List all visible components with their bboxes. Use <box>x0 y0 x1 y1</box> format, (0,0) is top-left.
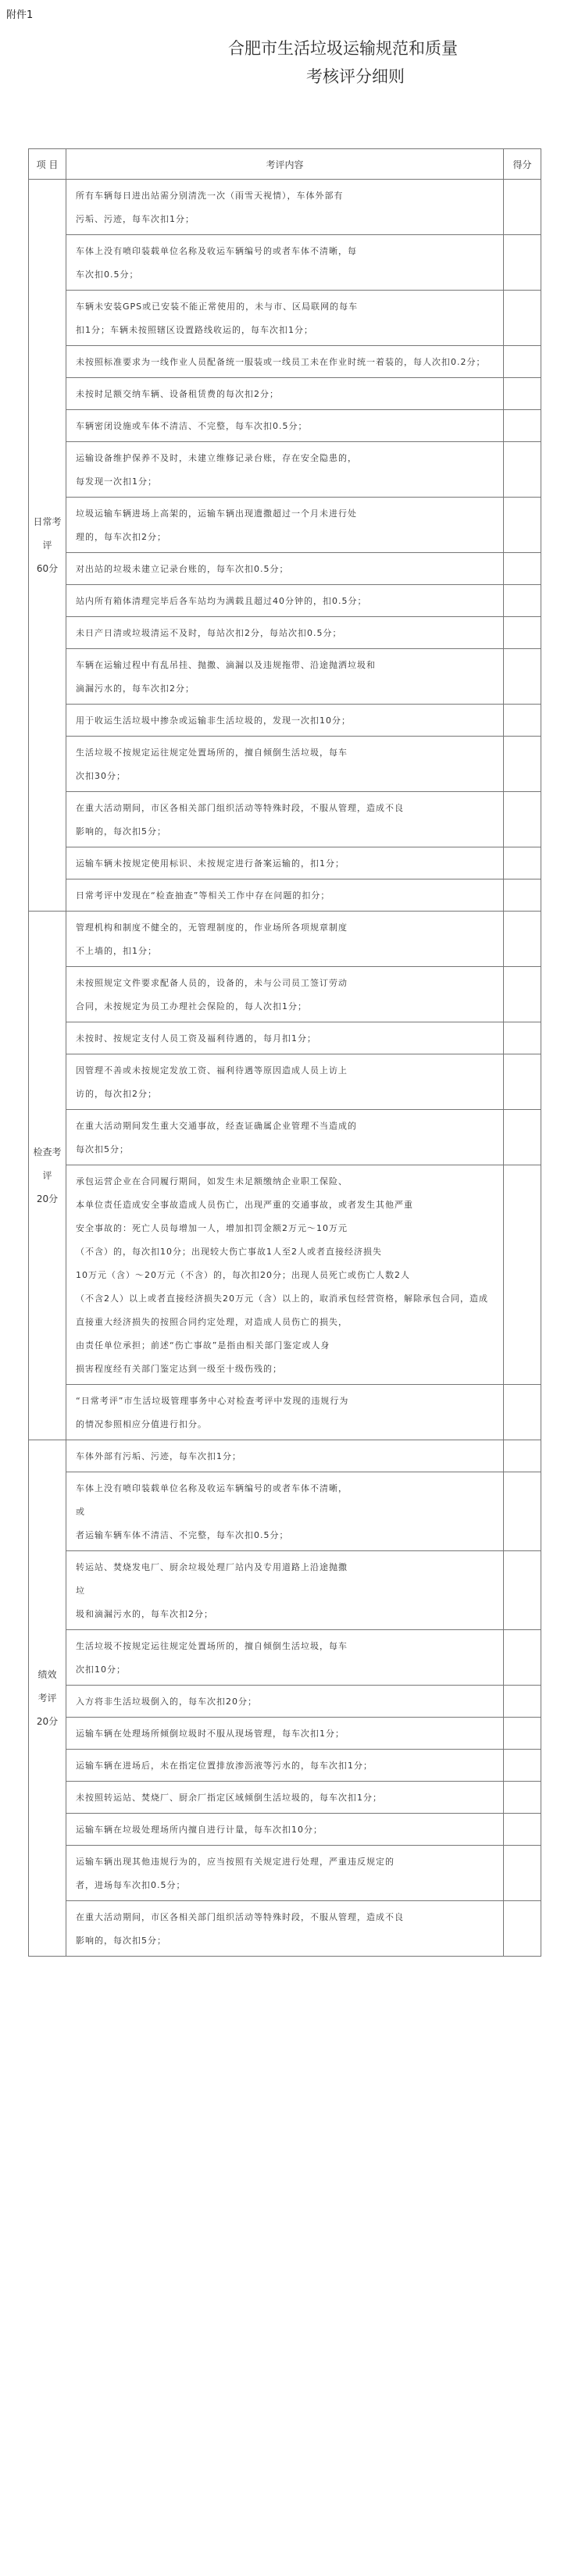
criteria-cell <box>66 1472 504 1551</box>
criteria-text-line: 影响的，每次扣5分； <box>76 1936 166 1946</box>
criteria-cell <box>66 1110 504 1165</box>
score-cell[interactable] <box>504 705 541 737</box>
criteria-text-line: 每发现一次扣1分； <box>76 476 157 487</box>
table-row <box>29 847 541 879</box>
criteria-text-line: 车次扣0.5分； <box>76 269 139 280</box>
score-cell[interactable] <box>504 346 541 378</box>
table-row <box>29 737 541 792</box>
column-header-project: 项 目 <box>29 149 66 180</box>
criteria-text-line: 未按时足额交纳车辆、设备租赁费的每次扣2分； <box>76 389 279 399</box>
table-row <box>29 1686 541 1718</box>
criteria-text-line: 站内所有箱体清理完毕后各车站均为满载且超过40分钟的，扣0.5分； <box>76 596 367 606</box>
criteria-text-line: 运输车辆在进场后，未在指定位置排放渗沥液等污水的，每车次扣1分； <box>76 1761 373 1771</box>
criteria-cell <box>66 1551 504 1630</box>
table-row <box>29 346 541 378</box>
criteria-cell <box>66 585 504 617</box>
criteria-cell <box>66 1022 504 1054</box>
criteria-text-line: 每次扣5分； <box>76 1144 129 1154</box>
score-cell[interactable] <box>504 1022 541 1054</box>
score-cell[interactable] <box>504 410 541 442</box>
criteria-cell <box>66 705 504 737</box>
criteria-text-line: 所有车辆每日进出站需分别清洗一次（雨雪天视情），车体外部有 <box>76 191 344 201</box>
criteria-text-line: 次扣30分； <box>76 771 126 781</box>
score-cell[interactable] <box>504 585 541 617</box>
criteria-cell <box>66 1846 504 1901</box>
criteria-cell <box>66 1054 504 1110</box>
table-body <box>29 180 541 1957</box>
score-cell[interactable] <box>504 291 541 346</box>
table-row <box>29 1022 541 1054</box>
table-row <box>29 649 541 705</box>
score-cell[interactable] <box>504 1782 541 1814</box>
score-cell[interactable] <box>504 498 541 553</box>
table-row <box>29 235 541 291</box>
criteria-text-line: 承包运营企业在合同履行期间，如发生未足额缴纳企业职工保险、 <box>76 1176 348 1186</box>
table-row <box>29 705 541 737</box>
criteria-cell <box>66 442 504 498</box>
table-row <box>29 1630 541 1686</box>
criteria-text-line: 的情况参照相应分值进行扣分。 <box>76 1419 207 1429</box>
table-row <box>29 180 541 235</box>
criteria-text-line: 运输车辆未按规定使用标识、未按规定进行备案运输的，扣1分； <box>76 858 344 869</box>
criteria-text-line: 合同，未按规定为员工办理社会保险的，每人次扣1分； <box>76 1001 307 1011</box>
score-cell[interactable] <box>504 737 541 792</box>
score-cell[interactable] <box>504 1750 541 1782</box>
criteria-cell <box>66 378 504 410</box>
criteria-cell <box>66 1782 504 1814</box>
criteria-text-line: 圾和滴漏污水的，每车次扣2分； <box>76 1609 213 1619</box>
criteria-cell <box>66 180 504 235</box>
score-cell[interactable] <box>504 442 541 498</box>
criteria-text-line: 未日产日清或垃圾清运不及时，每站次扣2分，每站次扣0.5分； <box>76 628 342 638</box>
criteria-text-line: 滴漏污水的，每车次扣2分； <box>76 683 195 694</box>
criteria-text-line: （不含2人）以上或者直接经济损失20万元（含）以上的，取消承包经营资格，解除承包合同，造成 <box>76 1293 488 1304</box>
document-title-line-1: 合肥市生活垃圾运输规范和质量 <box>228 39 458 58</box>
criteria-text-line: 安全事故的：死亡人员每增加一人，增加扣罚金额2万元～10万元 <box>76 1223 348 1233</box>
table-row <box>29 1750 541 1782</box>
table-row <box>29 1440 541 1472</box>
criteria-text-line: 运输车辆在垃圾处理场所内擅自进行计量，每车次扣10分； <box>76 1825 323 1835</box>
criteria-text-line: 者，进场每车次扣0.5分； <box>76 1880 186 1890</box>
table-row <box>29 291 541 346</box>
criteria-cell <box>66 649 504 705</box>
score-cell[interactable] <box>504 1686 541 1718</box>
criteria-text-line: 由责任单位承担；前述“伤亡事故”是指由相关部门鉴定或人身 <box>76 1340 330 1350</box>
table-row <box>29 410 541 442</box>
criteria-text-line: 运输车辆出现其他违规行为的，应当按照有关规定进行处理，严重违反规定的 <box>76 1857 394 1867</box>
score-cell[interactable] <box>504 1110 541 1165</box>
document-title-line-2: 考核评分细则 <box>306 67 405 86</box>
table-row <box>29 442 541 498</box>
criteria-text-line: 10万元（含）～20万元（不含）的，每次扣20分；出现人员死亡或伤亡人数2人 <box>76 1270 410 1280</box>
category-label-line: 评 <box>42 540 52 551</box>
criteria-text-line: 在重大活动期间，市区各相关部门组织活动等特殊时段，不服从管理，造成不良 <box>76 803 404 813</box>
score-cell[interactable] <box>504 617 541 649</box>
criteria-cell <box>66 553 504 585</box>
criteria-text-line: 对出站的垃圾未建立记录台账的，每车次扣0.5分； <box>76 564 289 574</box>
table-row <box>29 1110 541 1165</box>
criteria-text-line: 未按照转运站、焚烧厂、厨余厂指定区域倾倒生活垃圾的，每车次扣1分； <box>76 1793 382 1803</box>
score-cell[interactable] <box>504 967 541 1022</box>
criteria-text-line: 车体外部有污垢、污迹，每车次扣1分； <box>76 1451 241 1461</box>
criteria-text-line: 车辆未安装GPS或已安装不能正常使用的，未与市、区局联网的每车 <box>76 301 359 312</box>
scoring-table <box>28 148 541 1957</box>
score-cell[interactable] <box>504 649 541 705</box>
criteria-text-line: 车辆在运输过程中有乱吊挂、抛撒、滴漏以及违规拖带、沿途抛洒垃圾和 <box>76 660 376 670</box>
criteria-text-line: 因管理不善或未按规定发放工资、福利待遇等原因造成人员上访上 <box>76 1065 348 1076</box>
score-cell[interactable] <box>504 1054 541 1110</box>
table-row <box>29 1782 541 1814</box>
score-cell[interactable] <box>504 1385 541 1440</box>
category-label-line: 检查考 <box>33 1147 62 1158</box>
table-row <box>29 585 541 617</box>
criteria-cell <box>66 1901 504 1957</box>
criteria-cell <box>66 1385 504 1440</box>
score-cell[interactable] <box>504 1472 541 1551</box>
criteria-text-line: 日常考评中发现在“检查抽查”等相关工作中存在问题的扣分； <box>76 890 330 901</box>
category-label-line: 评 <box>42 1170 52 1181</box>
criteria-cell <box>66 410 504 442</box>
criteria-text-line: 车体上没有喷印装载单位名称及收运车辆编号的或者车体不清晰， <box>76 1483 348 1493</box>
score-cell[interactable] <box>504 1165 541 1385</box>
score-cell[interactable] <box>504 1901 541 1957</box>
score-cell[interactable] <box>504 1551 541 1630</box>
criteria-cell <box>66 1718 504 1750</box>
criteria-text-line: 损害程度经有关部门鉴定达到一级至十级伤残的； <box>76 1364 282 1374</box>
table-row <box>29 1846 541 1901</box>
criteria-cell <box>66 498 504 553</box>
criteria-text-line: 影响的，每次扣5分； <box>76 826 166 837</box>
criteria-cell <box>66 967 504 1022</box>
score-cell[interactable] <box>504 879 541 912</box>
category-cell <box>29 1440 66 1957</box>
criteria-text-line: 访的，每次扣2分； <box>76 1089 157 1099</box>
criteria-text-line: “日常考评”市生活垃圾管理事务中心对检查考评中发现的违规行为 <box>76 1396 349 1406</box>
table-row <box>29 1472 541 1551</box>
attachment-label: 附件1 <box>6 9 34 21</box>
table-header-row <box>29 149 541 180</box>
criteria-text-line: 理的，每车次扣2分； <box>76 532 166 542</box>
criteria-text-line: 车体上没有喷印装载单位名称及收运车辆编号的或者车体不清晰，每 <box>76 246 357 256</box>
category-label-line: 20分 <box>36 1716 59 1727</box>
criteria-text-line: 转运站、焚烧发电厂、厨余垃圾处理厂站内及专用道路上沿途抛撒 <box>76 1562 348 1572</box>
criteria-text-line: 本单位责任造成安全事故造成人员伤亡，出现严重的交通事故，或者发生其他严重 <box>76 1200 413 1210</box>
score-cell[interactable] <box>504 1814 541 1846</box>
score-cell[interactable] <box>504 1846 541 1901</box>
criteria-cell <box>66 1630 504 1686</box>
table-row <box>29 498 541 553</box>
table-row <box>29 1165 541 1385</box>
score-cell[interactable] <box>504 912 541 967</box>
criteria-text-line: 或 <box>76 1507 85 1517</box>
criteria-text-line: 在重大活动期间发生重大交通事故，经查证确属企业管理不当造成的 <box>76 1121 357 1131</box>
criteria-text-line: 不上墙的，扣1分； <box>76 946 157 956</box>
score-cell[interactable] <box>504 553 541 585</box>
table-row <box>29 879 541 912</box>
category-label-line: 绩效 <box>37 1669 57 1680</box>
table-row <box>29 912 541 967</box>
criteria-text-line: 者运输车辆车体不清洁、不完整，每车次扣0.5分； <box>76 1530 289 1540</box>
criteria-text-line: 生活垃圾不按规定运往规定处置场所的，擅自倾倒生活垃圾，每车 <box>76 747 348 758</box>
criteria-cell <box>66 235 504 291</box>
table-row <box>29 1551 541 1630</box>
criteria-text-line: 运输车辆在处理场所倾倒垃圾时不服从现场管理，每车次扣1分； <box>76 1729 344 1739</box>
criteria-text-line: 垃圾运输车辆进场上高架的，运输车辆出现遗撒超过一个月未进行处 <box>76 508 357 519</box>
column-header-score: 得分 <box>504 149 541 180</box>
category-label-line: 日常考 <box>33 516 62 527</box>
criteria-cell <box>66 291 504 346</box>
criteria-text-line: 扣1分；车辆未按照辖区设置路线收运的，每车次扣1分； <box>76 325 313 335</box>
criteria-text-line: 运输设备维护保养不及时，未建立维修记录台账，存在安全隐患的， <box>76 453 357 463</box>
criteria-cell <box>66 1814 504 1846</box>
criteria-text-line: 入方将非生活垃圾倒入的，每车次扣20分； <box>76 1697 257 1707</box>
table-row <box>29 1718 541 1750</box>
criteria-text-line: 垃 <box>76 1586 85 1596</box>
criteria-text-line: 污垢、污迹，每车次扣1分； <box>76 214 195 224</box>
score-cell[interactable] <box>504 1718 541 1750</box>
criteria-text-line: 未按照标准要求为一线作业人员配备统一服装或一线员工未在作业时统一着装的，每人次扣0.2分； <box>76 357 486 367</box>
score-cell[interactable] <box>504 847 541 879</box>
criteria-text-line: 用于收运生活垃圾中掺杂或运输非生活垃圾的，发现一次扣10分； <box>76 715 351 726</box>
criteria-cell <box>66 737 504 792</box>
score-cell[interactable] <box>504 1440 541 1472</box>
criteria-cell <box>66 912 504 967</box>
criteria-text-line: 管理机构和制度不健全的，无管理制度的，作业场所各项规章制度 <box>76 922 348 933</box>
category-cell <box>29 180 66 912</box>
table-row <box>29 378 541 410</box>
criteria-text-line: （不含）的，每次扣10分；出现较大伤亡事故1人至2人或者直接经济损失 <box>76 1247 382 1257</box>
criteria-cell <box>66 1440 504 1472</box>
criteria-cell <box>66 792 504 847</box>
criteria-cell <box>66 617 504 649</box>
category-label-line: 考评 <box>37 1693 57 1704</box>
criteria-cell <box>66 879 504 912</box>
criteria-text-line: 车辆密闭设施或车体不清洁、不完整，每车次扣0.5分； <box>76 421 308 431</box>
criteria-cell <box>66 847 504 879</box>
score-cell[interactable] <box>504 792 541 847</box>
criteria-cell <box>66 1686 504 1718</box>
table-row <box>29 1901 541 1957</box>
table-row <box>29 553 541 585</box>
criteria-text-line: 在重大活动期间，市区各相关部门组织活动等特殊时段，不服从管理，造成不良 <box>76 1912 404 1922</box>
criteria-cell <box>66 1750 504 1782</box>
table-row <box>29 1054 541 1110</box>
category-label-line: 20分 <box>36 1193 59 1204</box>
table-row <box>29 792 541 847</box>
criteria-text-line: 直接重大经济损失的按照合同约定处理，对造成人员伤亡的损失， <box>76 1317 348 1327</box>
criteria-text-line: 未按时、按规定支付人员工资及福利待遇的，每月扣1分； <box>76 1033 316 1044</box>
table-row <box>29 1814 541 1846</box>
score-cell[interactable] <box>504 378 541 410</box>
criteria-cell <box>66 1165 504 1385</box>
criteria-text-line: 未按照规定文件要求配备人员的，设备的，未与公司员工签订劳动 <box>76 978 348 988</box>
score-cell[interactable] <box>504 235 541 291</box>
table-row <box>29 967 541 1022</box>
category-label-line: 60分 <box>36 563 59 574</box>
criteria-text-line: 生活垃圾不按规定运往规定处置场所的，擅自倾倒生活垃圾，每车 <box>76 1641 348 1651</box>
criteria-cell <box>66 346 504 378</box>
table-row <box>29 617 541 649</box>
score-cell[interactable] <box>504 1630 541 1686</box>
column-header-content: 考评内容 <box>66 149 504 180</box>
category-cell <box>29 912 66 1440</box>
table-row <box>29 1385 541 1440</box>
score-cell[interactable] <box>504 180 541 235</box>
criteria-text-line: 次扣10分； <box>76 1664 126 1675</box>
